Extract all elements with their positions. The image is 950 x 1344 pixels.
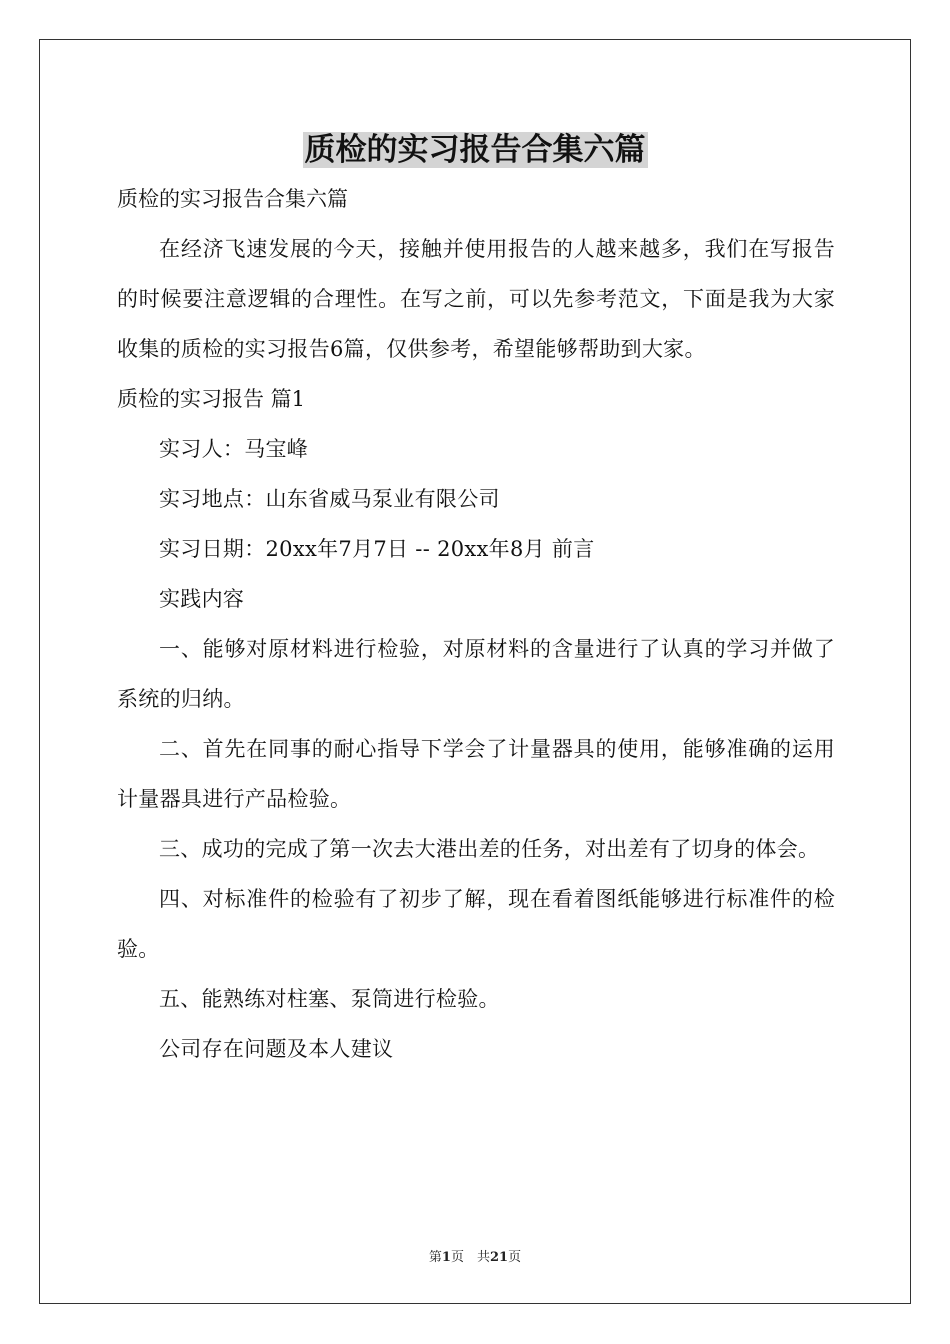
practice-item: 三、成功的完成了第一次去大港出差的任务，对出差有了切身的体会。: [159, 837, 820, 861]
practice-item: 四、对标准件的检验有了初步了解，现在看着图纸能够进行标准件的检验。: [117, 887, 835, 961]
page-total: 21: [489, 1250, 509, 1265]
page-prefix: 第: [428, 1250, 442, 1265]
document-title: [0, 128, 950, 172]
page-current: 1: [441, 1250, 451, 1265]
page-footer: [0, 1246, 950, 1265]
practice-heading: 实践内容: [159, 587, 245, 611]
practice-item: 二、首先在同事的耐心指导下学会了计量器具的使用，能够准确的运用计量器具进行产品检验。: [117, 737, 835, 811]
intro-paragraph: 在经济飞速发展的今天，接触并使用报告的人越来越多，我们在写报告的时候要注意逻辑的合理性。在写之前，可以先参考范文，下面是我为大家收集的质检的实习报告6篇，仅供参考，希望能够帮助到大家。: [117, 237, 835, 361]
intern-field: 实习人：马宝峰: [159, 437, 309, 461]
page-suffix: 页: [508, 1250, 522, 1265]
document-title-text: 质检的实习报告合集六篇: [304, 132, 646, 168]
document-body: [117, 174, 835, 1074]
date-field: 实习日期：20xx年7月7日 -- 20xx年8月 前言: [159, 537, 595, 561]
issues-heading: 公司存在问题及本人建议: [159, 1037, 394, 1061]
section-heading: 质检的实习报告 篇1: [117, 387, 306, 411]
page-mid: 页 共: [450, 1250, 490, 1265]
practice-item: 一、能够对原材料进行检验，对原材料的含量进行了认真的学习并做了系统的归纳。: [117, 637, 835, 711]
document-subtitle: 质检的实习报告合集六篇: [117, 187, 348, 211]
practice-item: 五、能熟练对柱塞、泵筒进行检验。: [159, 987, 500, 1011]
location-field: 实习地点：山东省威马泵业有限公司: [159, 487, 500, 511]
